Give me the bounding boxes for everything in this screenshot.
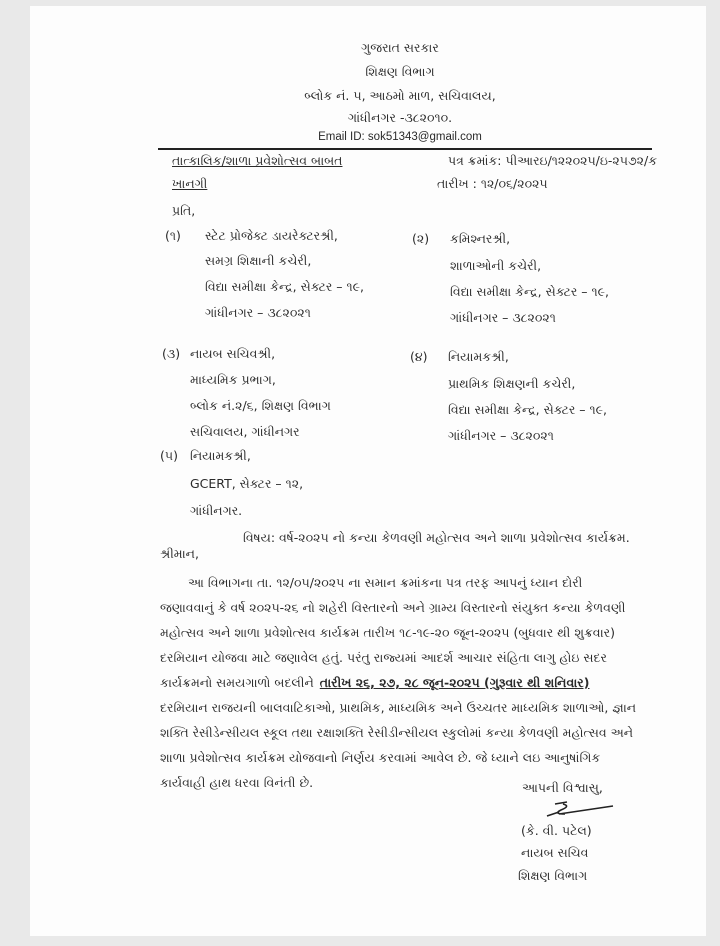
recipient-line: સચિવાલય, ગાંધીનગર: [190, 424, 300, 439]
body-line: આ વિભાગના તા. ૧૨/૦૫/૨૦૨૫ ના સમાન ક્રમાંકના પત્ર તરફ આપનું ધ્યાન દોરી: [188, 575, 583, 590]
recipient-number: (૫): [160, 448, 178, 463]
body-line-text: કાર્યક્રમનો સમયગાળો બદલીને: [160, 675, 314, 690]
recipient-line: વિદ્યા સમીક્ષા કેન્દ્ર, સેક્ટર – ૧૯,: [450, 284, 610, 299]
recipient-line: પ્રાથમિક શિક્ષણની કચેરી,: [448, 376, 576, 391]
header-email: Email ID: sok51343@gmail.com: [318, 131, 482, 143]
letter-date: તારીખ : ૧૨/૦૬/૨૦૨૫: [437, 176, 548, 191]
body-line: [160, 675, 632, 700]
recipient-line: ગાંધીનગર – ૩૮૨૦૨૧: [448, 428, 554, 443]
recipient-line: સમગ્ર શિક્ષાની કચેરી,: [205, 253, 312, 268]
header-divider: [158, 148, 652, 150]
header-department: શિક્ષણ વિભાગ: [365, 64, 435, 79]
recipient-line: બ્લોક નં.૨/૬, શિક્ષણ વિભાગ: [190, 398, 331, 413]
body-line: શાળા પ્રવેશોત્સવ કાર્યક્રમ યોજવાનો નિર્ણય કરવામાં આવેલ છે. જે ધ્યાને લઇ આનુષાંગિક: [160, 750, 601, 765]
recipient-line: કમિશ્નરશ્રી,: [450, 231, 511, 246]
to-label: પ્રતિ,: [172, 203, 196, 218]
recipient-number: (૧): [165, 228, 181, 243]
body-paragraph: [160, 575, 637, 800]
recipient-line: નિયામકશ્રી,: [190, 448, 251, 463]
recipient-line: ગાંધીનગર – ૩૮૨૦૨૧: [450, 310, 556, 325]
signatory-department: શિક્ષણ વિભાગ: [518, 868, 588, 883]
header-government: ગુજરાત સરકાર: [361, 40, 439, 55]
urgency-label: તાત્કાલિક/શાળા પ્રવેશોત્સવ બાબત: [172, 153, 343, 168]
body-line: શક્તિ રેસીડેન્સીયલ સ્કૂલ તથા રક્ષાશક્તિ રેસીડીન્સીયલ સ્કુલોમાં કન્યા કેળવણી મહોત્સવ અને: [160, 725, 634, 740]
recipient-number: (૪): [410, 349, 428, 364]
signature-image: [545, 798, 615, 822]
recipient-line: નિયામકશ્રી,: [448, 349, 509, 364]
recipient-line: વિદ્યા સમીક્ષા કેન્દ્ર, સેક્ટર – ૧૯,: [448, 402, 608, 417]
revised-dates-highlight: તારીખ ૨૬, ૨૭, ૨૮ જૂન-૨૦૨૫ (ગુરૂવાર થી શનિવાર): [319, 675, 590, 690]
letter-number: પત્ર ક્રમાંક: પીઆરઇ/૧૨૨૦૨૫/ઇ-૨૫૭૨/ક: [448, 153, 658, 168]
subject-line: વિષય: વર્ષ-૨૦૨૫ નો કન્યા કેળવણી મહોત્સવ અને શાળા પ્રવેશોત્સવ કાર્યક્રમ.: [243, 530, 630, 545]
recipient-line: GCERT, સેક્ટર – ૧૨,: [190, 476, 304, 491]
recipient-line: નાયબ સચિવશ્રી,: [190, 346, 276, 361]
body-line: દરમિયાન રાજયની બાલવાટિકાઓ, પ્રાથમિક, માધ્યમિક અને ઉચ્ચતર માધ્યમિક શાળાઓ, જ્ઞાન: [160, 700, 637, 715]
recipient-line: ગાંધીનગર.: [190, 503, 243, 518]
signatory-name: (કે. વી. પટેલ): [521, 823, 592, 838]
recipient-line: સ્ટેટ પ્રોજેક્ટ ડાયરેક્ટરશ્રી,: [205, 228, 338, 243]
header-city: ગાંધીનગર -૩૮૨૦૧૦.: [347, 110, 453, 125]
valediction: આપની વિશ્વાસુ,: [522, 780, 603, 795]
recipient-number: (૩): [162, 346, 181, 361]
recipient-line: ગાંધીનગર – ૩૮૨૦૨૧: [205, 305, 311, 320]
body-line: જણાવવાનું કે વર્ષ ૨૦૨૫-૨૬ નો શહેરી વિસ્તારનો અને ગ્રામ્ય વિસ્તારનો સંયુક્ત કન્યા કેળવણી: [160, 600, 626, 615]
recipient-line: માધ્યમિક પ્રભાગ,: [190, 372, 276, 387]
body-line: દરમિયાન યોજવા માટે જણાવેલ હતું. પરંતુ રાજ્યમાં આદર્શ આચાર સંહિતા લાગુ હોઇ સદર: [160, 650, 607, 665]
body-line: મહોત્સવ અને શાળા પ્રવેશોત્સવ કાર્યક્રમ તારીખ ૧૮-૧૯-૨૦ જૂન-૨૦૨૫ (બુધવાર થી શુક્રવાર): [160, 625, 615, 640]
signatory-designation: નાયબ સચિવ: [521, 845, 589, 860]
recipient-line: વિદ્યા સમીક્ષા કેન્દ્ર, સેક્ટર – ૧૯,: [205, 279, 365, 294]
header-address: બ્લોક નં. ૫, આઠમો માળ, સચિવાલય,: [304, 88, 496, 103]
salutation: શ્રીમાન,: [160, 546, 199, 561]
recipient-line: શાળાઓની કચેરી,: [450, 258, 542, 273]
recipient-number: (૨): [412, 231, 430, 246]
body-line: કાર્યવાહી હાથ ધરવા વિનંતી છે.: [160, 775, 314, 790]
classification-label: ખાનગી: [172, 176, 208, 191]
